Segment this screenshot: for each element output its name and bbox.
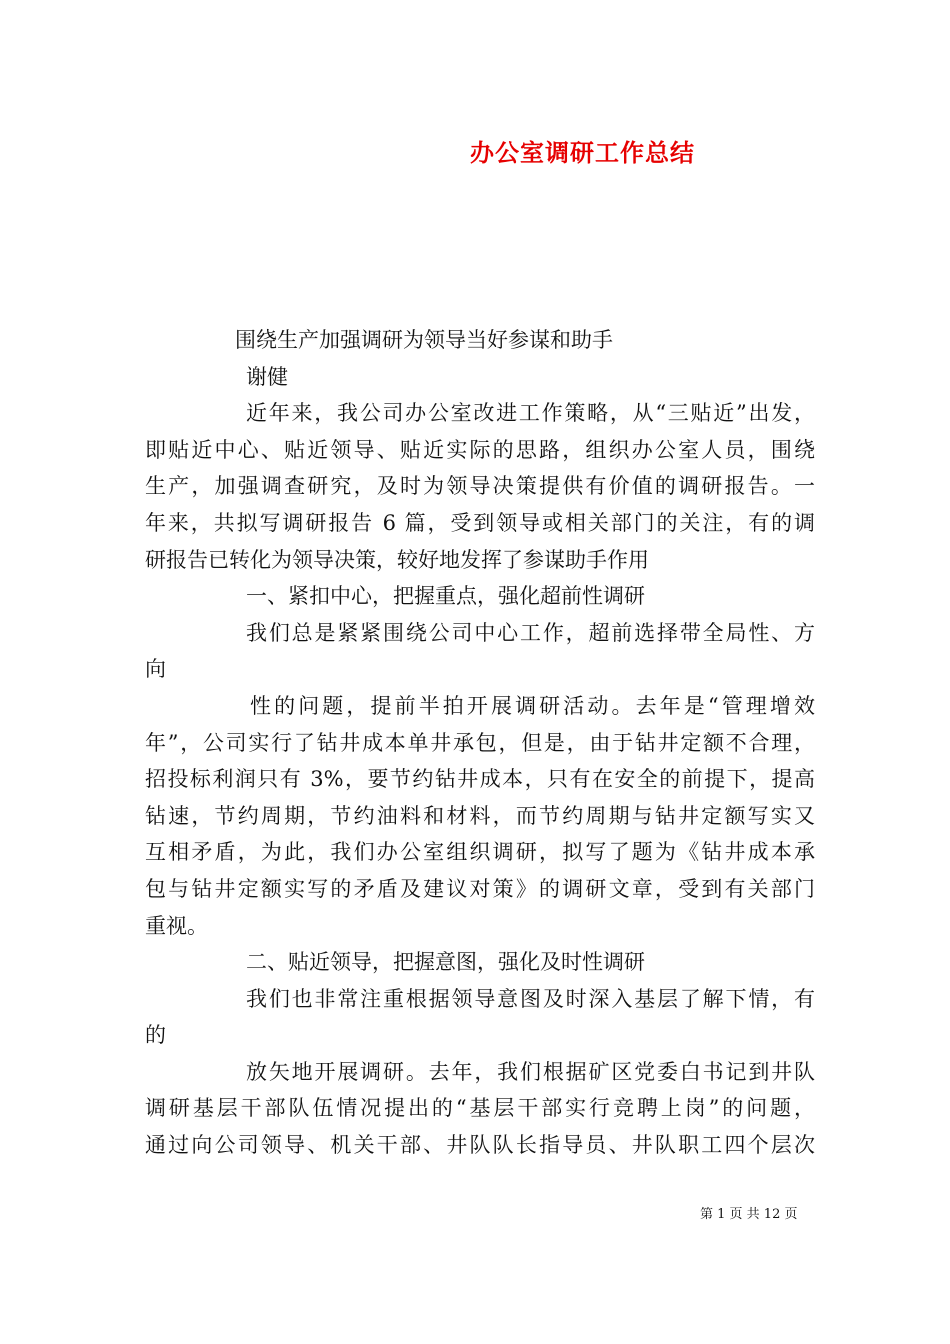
text-line: 包与钻井定额实写的矛盾及建议对策》的调研文章，受到有关部门 (145, 876, 815, 901)
text-line: 性的问题，提前半拍开展调研活动。去年是“管理增效 (250, 693, 815, 718)
text-line: 即贴近中心、贴近领导、贴近实际的思路，组织办公室人员，围绕 (145, 437, 815, 462)
text-line: 年”，公司实行了钻井成本单井承包，但是，由于钻井定额不合理， (145, 730, 815, 755)
text-line: 一、紧扣中心，把握重点，强化超前性调研 (246, 584, 645, 609)
text-line: 年来，共拟写调研报告 6 篇，受到领导或相关部门的关注，有的调 (145, 510, 815, 535)
text-line: 调研基层干部队伍情况提出的“基层干部实行竞聘上岗”的问题， (145, 1096, 815, 1121)
text-line: 招投标利润只有 3%，要节约钻井成本，只有在安全的前提下，提高 (145, 767, 815, 792)
text-line: 重视。 (145, 913, 208, 938)
text-line: 互相矛盾，为此，我们办公室组织调研，拟写了题为《钻井成本承 (145, 840, 815, 865)
text-line: 谢健 (246, 364, 288, 389)
text-line: 的 (145, 1023, 166, 1048)
text-line: 研报告已转化为领导决策，较好地发挥了参谋助手作用 (145, 547, 649, 572)
text-line: 我们总是紧紧围绕公司中心工作，超前选择带全局性、方 (246, 620, 815, 645)
page-number-footer: 第 1 页 共 12 页 (700, 1207, 798, 1222)
text-line: 生产，加强调查研究，及时为领导决策提供有价值的调研报告。一 (145, 474, 815, 499)
text-line: 二、贴近领导，把握意图，强化及时性调研 (246, 950, 645, 975)
document-body (145, 322, 815, 1164)
text-line: 通过向公司领导、机关干部、井队队长指导员、井队职工四个层次 (145, 1133, 815, 1158)
text-line: 近年来，我公司办公室改进工作策略，从“三贴近”出发， (246, 401, 815, 426)
text-line: 钻速，节约周期，节约油料和材料，而节约周期与钻井定额写实又 (145, 803, 815, 828)
text-line: 向 (145, 657, 166, 682)
text-line: 放矢地开展调研。去年，我们根据矿区党委白书记到井队 (246, 1059, 815, 1084)
document-title: 办公室调研工作总结 (470, 138, 695, 167)
text-line: 我们也非常注重根据领导意图及时深入基层了解下情，有 (246, 986, 815, 1011)
text-line: 围绕生产加强调研为领导当好参谋和助手 (235, 328, 613, 352)
